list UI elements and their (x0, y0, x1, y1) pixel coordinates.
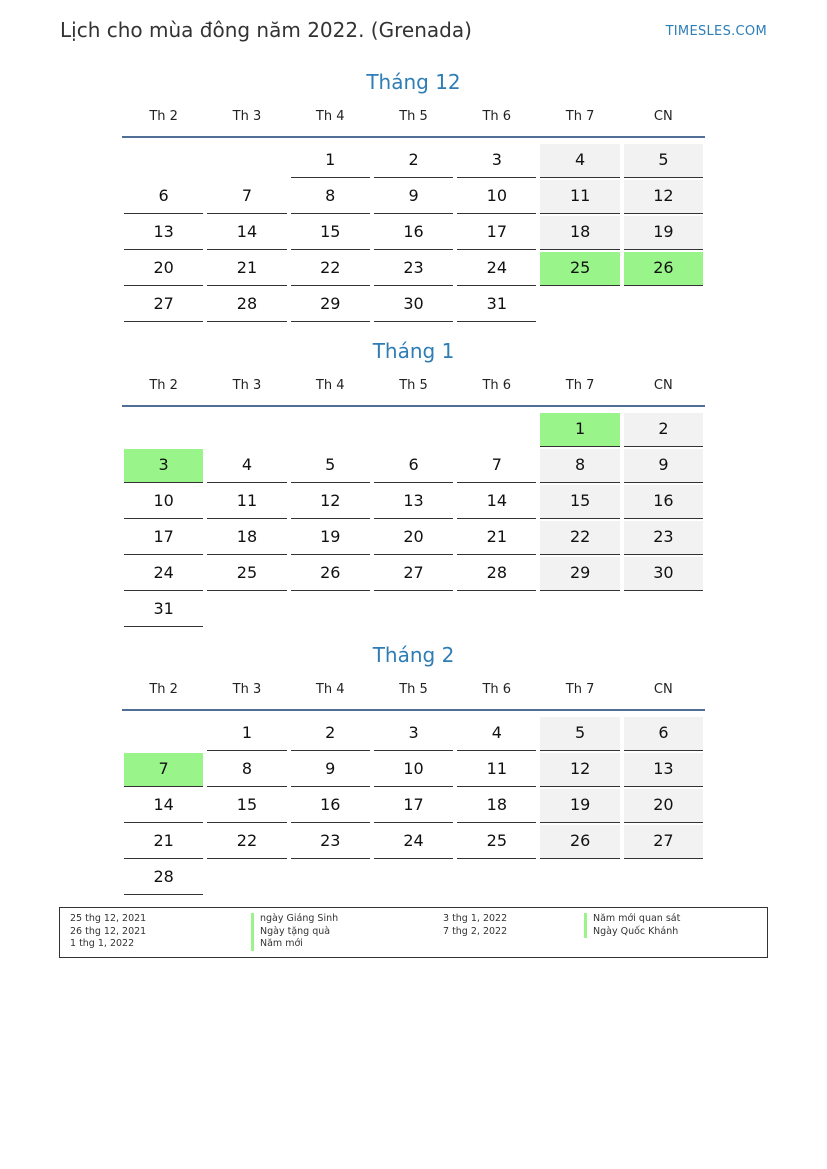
day-cell[interactable]: 21 (207, 252, 286, 286)
weekday-label: CN (653, 109, 673, 124)
legend-right-dates (443, 913, 507, 938)
day-cell[interactable]: 8 (207, 753, 286, 787)
day-cell[interactable]: 17 (457, 216, 536, 250)
day-cell[interactable]: 18 (457, 789, 536, 823)
day-cell[interactable]: 6 (624, 717, 703, 751)
day-cell[interactable]: 2 (624, 413, 703, 447)
holiday-day-cell[interactable]: 26 (624, 252, 703, 286)
empty-day-cell (207, 144, 286, 178)
day-cell[interactable]: 28 (124, 861, 203, 895)
month-january (122, 337, 705, 627)
day-cell[interactable]: 15 (207, 789, 286, 823)
day-cell[interactable]: 27 (124, 288, 203, 322)
legend-holiday-name: Ngày tặng quà (251, 926, 338, 939)
day-cell[interactable]: 4 (207, 449, 286, 483)
legend-date: 7 thg 2, 2022 (443, 925, 508, 937)
day-cell[interactable]: 29 (540, 557, 619, 591)
holiday-day-cell[interactable]: 25 (540, 252, 619, 286)
month-february (122, 641, 705, 895)
day-cell[interactable]: 31 (124, 593, 203, 627)
day-cell[interactable]: 7 (207, 180, 286, 214)
holiday-day-cell[interactable]: 1 (540, 413, 619, 447)
day-cell[interactable]: 31 (457, 288, 536, 322)
day-cell[interactable]: 21 (124, 825, 203, 859)
day-grid (122, 142, 705, 322)
weekday-label: Th 4 (315, 682, 345, 697)
day-cell[interactable]: 1 (207, 717, 286, 751)
weekday-label: Th 7 (565, 378, 595, 393)
day-cell[interactable]: 14 (124, 789, 203, 823)
weekday-label: Th 3 (232, 378, 262, 393)
day-cell[interactable]: 4 (457, 717, 536, 751)
day-cell[interactable]: 10 (124, 485, 203, 519)
day-cell[interactable]: 13 (624, 753, 703, 787)
weekday-label: Th 5 (399, 109, 428, 124)
day-cell[interactable]: 25 (207, 557, 286, 591)
day-cell[interactable]: 11 (457, 753, 536, 787)
empty-day-cell (291, 413, 370, 447)
holiday-legend (59, 907, 768, 958)
weekday-label: Th 7 (565, 109, 595, 124)
day-cell[interactable]: 22 (207, 825, 286, 859)
day-cell[interactable]: 24 (124, 557, 203, 591)
day-cell[interactable]: 28 (207, 288, 286, 322)
day-cell[interactable]: 6 (124, 180, 203, 214)
day-cell[interactable]: 29 (291, 288, 370, 322)
legend-left-dates (70, 913, 146, 951)
day-cell[interactable]: 19 (540, 789, 619, 823)
weekday-label: Th 7 (565, 682, 595, 697)
day-cell[interactable]: 23 (291, 825, 370, 859)
legend-date: 3 thg 1, 2022 (443, 913, 508, 924)
legend-holiday-name: ngày Giáng Sinh (251, 913, 338, 926)
day-cell[interactable]: 11 (207, 485, 286, 519)
legend-left-names (251, 913, 338, 951)
empty-day-cell (207, 413, 286, 447)
day-cell[interactable]: 18 (207, 521, 286, 555)
day-cell[interactable]: 23 (624, 521, 703, 555)
day-grid (122, 715, 705, 895)
day-cell[interactable]: 30 (624, 557, 703, 591)
weekday-label: Th 6 (482, 109, 512, 124)
day-cell[interactable]: 9 (291, 753, 370, 787)
day-cell[interactable]: 20 (124, 252, 203, 286)
day-cell[interactable]: 24 (457, 252, 536, 286)
day-cell[interactable]: 17 (374, 789, 453, 823)
day-cell[interactable]: 14 (207, 216, 286, 250)
day-cell[interactable]: 13 (374, 485, 453, 519)
day-cell[interactable]: 5 (540, 717, 619, 751)
weekday-header (122, 377, 705, 407)
weekday-label: Th 2 (149, 378, 178, 393)
day-grid (122, 411, 705, 627)
weekday-label: CN (653, 682, 673, 697)
day-cell[interactable]: 1 (291, 144, 370, 178)
day-cell[interactable]: 16 (624, 485, 703, 519)
empty-day-cell (124, 144, 203, 178)
day-cell[interactable]: 9 (624, 449, 703, 483)
weekday-header (122, 108, 705, 138)
legend-date: 25 thg 12, 2021 (70, 913, 147, 924)
legend-date: 26 thg 12, 2021 (70, 925, 147, 937)
day-cell[interactable]: 10 (374, 753, 453, 787)
empty-day-cell (124, 413, 203, 447)
day-cell[interactable]: 25 (457, 825, 536, 859)
day-cell[interactable]: 23 (374, 252, 453, 286)
legend-date: 1 thg 1, 2022 (70, 938, 135, 949)
day-cell[interactable]: 26 (540, 825, 619, 859)
day-cell[interactable]: 20 (624, 789, 703, 823)
weekday-label: Th 5 (399, 378, 428, 393)
legend-holiday-name: Ngày Quốc Khánh (584, 926, 680, 939)
day-cell[interactable]: 30 (374, 288, 453, 322)
weekday-label: Th 6 (482, 378, 512, 393)
weekday-label: Th 3 (232, 109, 262, 124)
weekday-label: Th 6 (482, 682, 512, 697)
day-cell[interactable]: 7 (457, 449, 536, 483)
day-cell[interactable]: 5 (624, 144, 703, 178)
day-cell[interactable]: 27 (624, 825, 703, 859)
day-cell[interactable]: 4 (540, 144, 619, 178)
day-cell[interactable]: 19 (291, 521, 370, 555)
day-cell[interactable]: 12 (540, 753, 619, 787)
day-cell[interactable]: 9 (374, 180, 453, 214)
day-cell[interactable]: 19 (624, 216, 703, 250)
day-cell[interactable]: 24 (374, 825, 453, 859)
weekday-label: Th 3 (232, 682, 262, 697)
day-cell[interactable]: 12 (291, 485, 370, 519)
day-cell[interactable]: 11 (540, 180, 619, 214)
day-cell[interactable]: 17 (124, 521, 203, 555)
legend-holiday-name: Năm mới quan sát (584, 913, 680, 926)
weekday-label: CN (653, 378, 673, 393)
weekday-label: Th 2 (149, 109, 178, 124)
day-cell[interactable]: 28 (457, 557, 536, 591)
page-title: Lịch cho mùa đông năm 2022. (Grenada) (60, 18, 472, 42)
month-title: Tháng 12 (366, 70, 461, 94)
day-cell[interactable]: 8 (291, 180, 370, 214)
day-cell[interactable]: 22 (291, 252, 370, 286)
holiday-day-cell[interactable]: 3 (124, 449, 203, 483)
weekday-header (122, 681, 705, 711)
day-cell[interactable]: 22 (540, 521, 619, 555)
day-cell[interactable]: 10 (457, 180, 536, 214)
day-cell[interactable]: 26 (291, 557, 370, 591)
day-cell[interactable]: 27 (374, 557, 453, 591)
holiday-day-cell[interactable]: 7 (124, 753, 203, 787)
weekday-label: Th 5 (399, 682, 428, 697)
day-cell[interactable]: 3 (457, 144, 536, 178)
day-cell[interactable]: 14 (457, 485, 536, 519)
day-cell[interactable]: 16 (374, 216, 453, 250)
day-cell[interactable]: 16 (291, 789, 370, 823)
month-december (122, 68, 705, 322)
day-cell[interactable]: 15 (540, 485, 619, 519)
day-cell[interactable]: 3 (374, 717, 453, 751)
day-cell[interactable]: 13 (124, 216, 203, 250)
empty-day-cell (457, 413, 536, 447)
day-cell[interactable]: 2 (291, 717, 370, 751)
empty-day-cell (374, 413, 453, 447)
day-cell[interactable]: 15 (291, 216, 370, 250)
day-cell[interactable]: 21 (457, 521, 536, 555)
day-cell[interactable]: 8 (540, 449, 619, 483)
weekday-label: Th 2 (149, 682, 178, 697)
day-cell[interactable]: 12 (624, 180, 703, 214)
brand-link[interactable]: TIMESLES.COM (665, 24, 767, 39)
month-title: Tháng 2 (372, 643, 455, 667)
weekday-label: Th 4 (315, 109, 345, 124)
legend-right-names (584, 913, 680, 938)
legend-holiday-name: Năm mới (251, 938, 338, 951)
day-cell[interactable]: 6 (374, 449, 453, 483)
day-cell[interactable]: 5 (291, 449, 370, 483)
empty-day-cell (124, 717, 203, 751)
weekday-label: Th 4 (315, 378, 345, 393)
day-cell[interactable]: 2 (374, 144, 453, 178)
day-cell[interactable]: 18 (540, 216, 619, 250)
month-title: Tháng 1 (372, 339, 455, 363)
day-cell[interactable]: 20 (374, 521, 453, 555)
